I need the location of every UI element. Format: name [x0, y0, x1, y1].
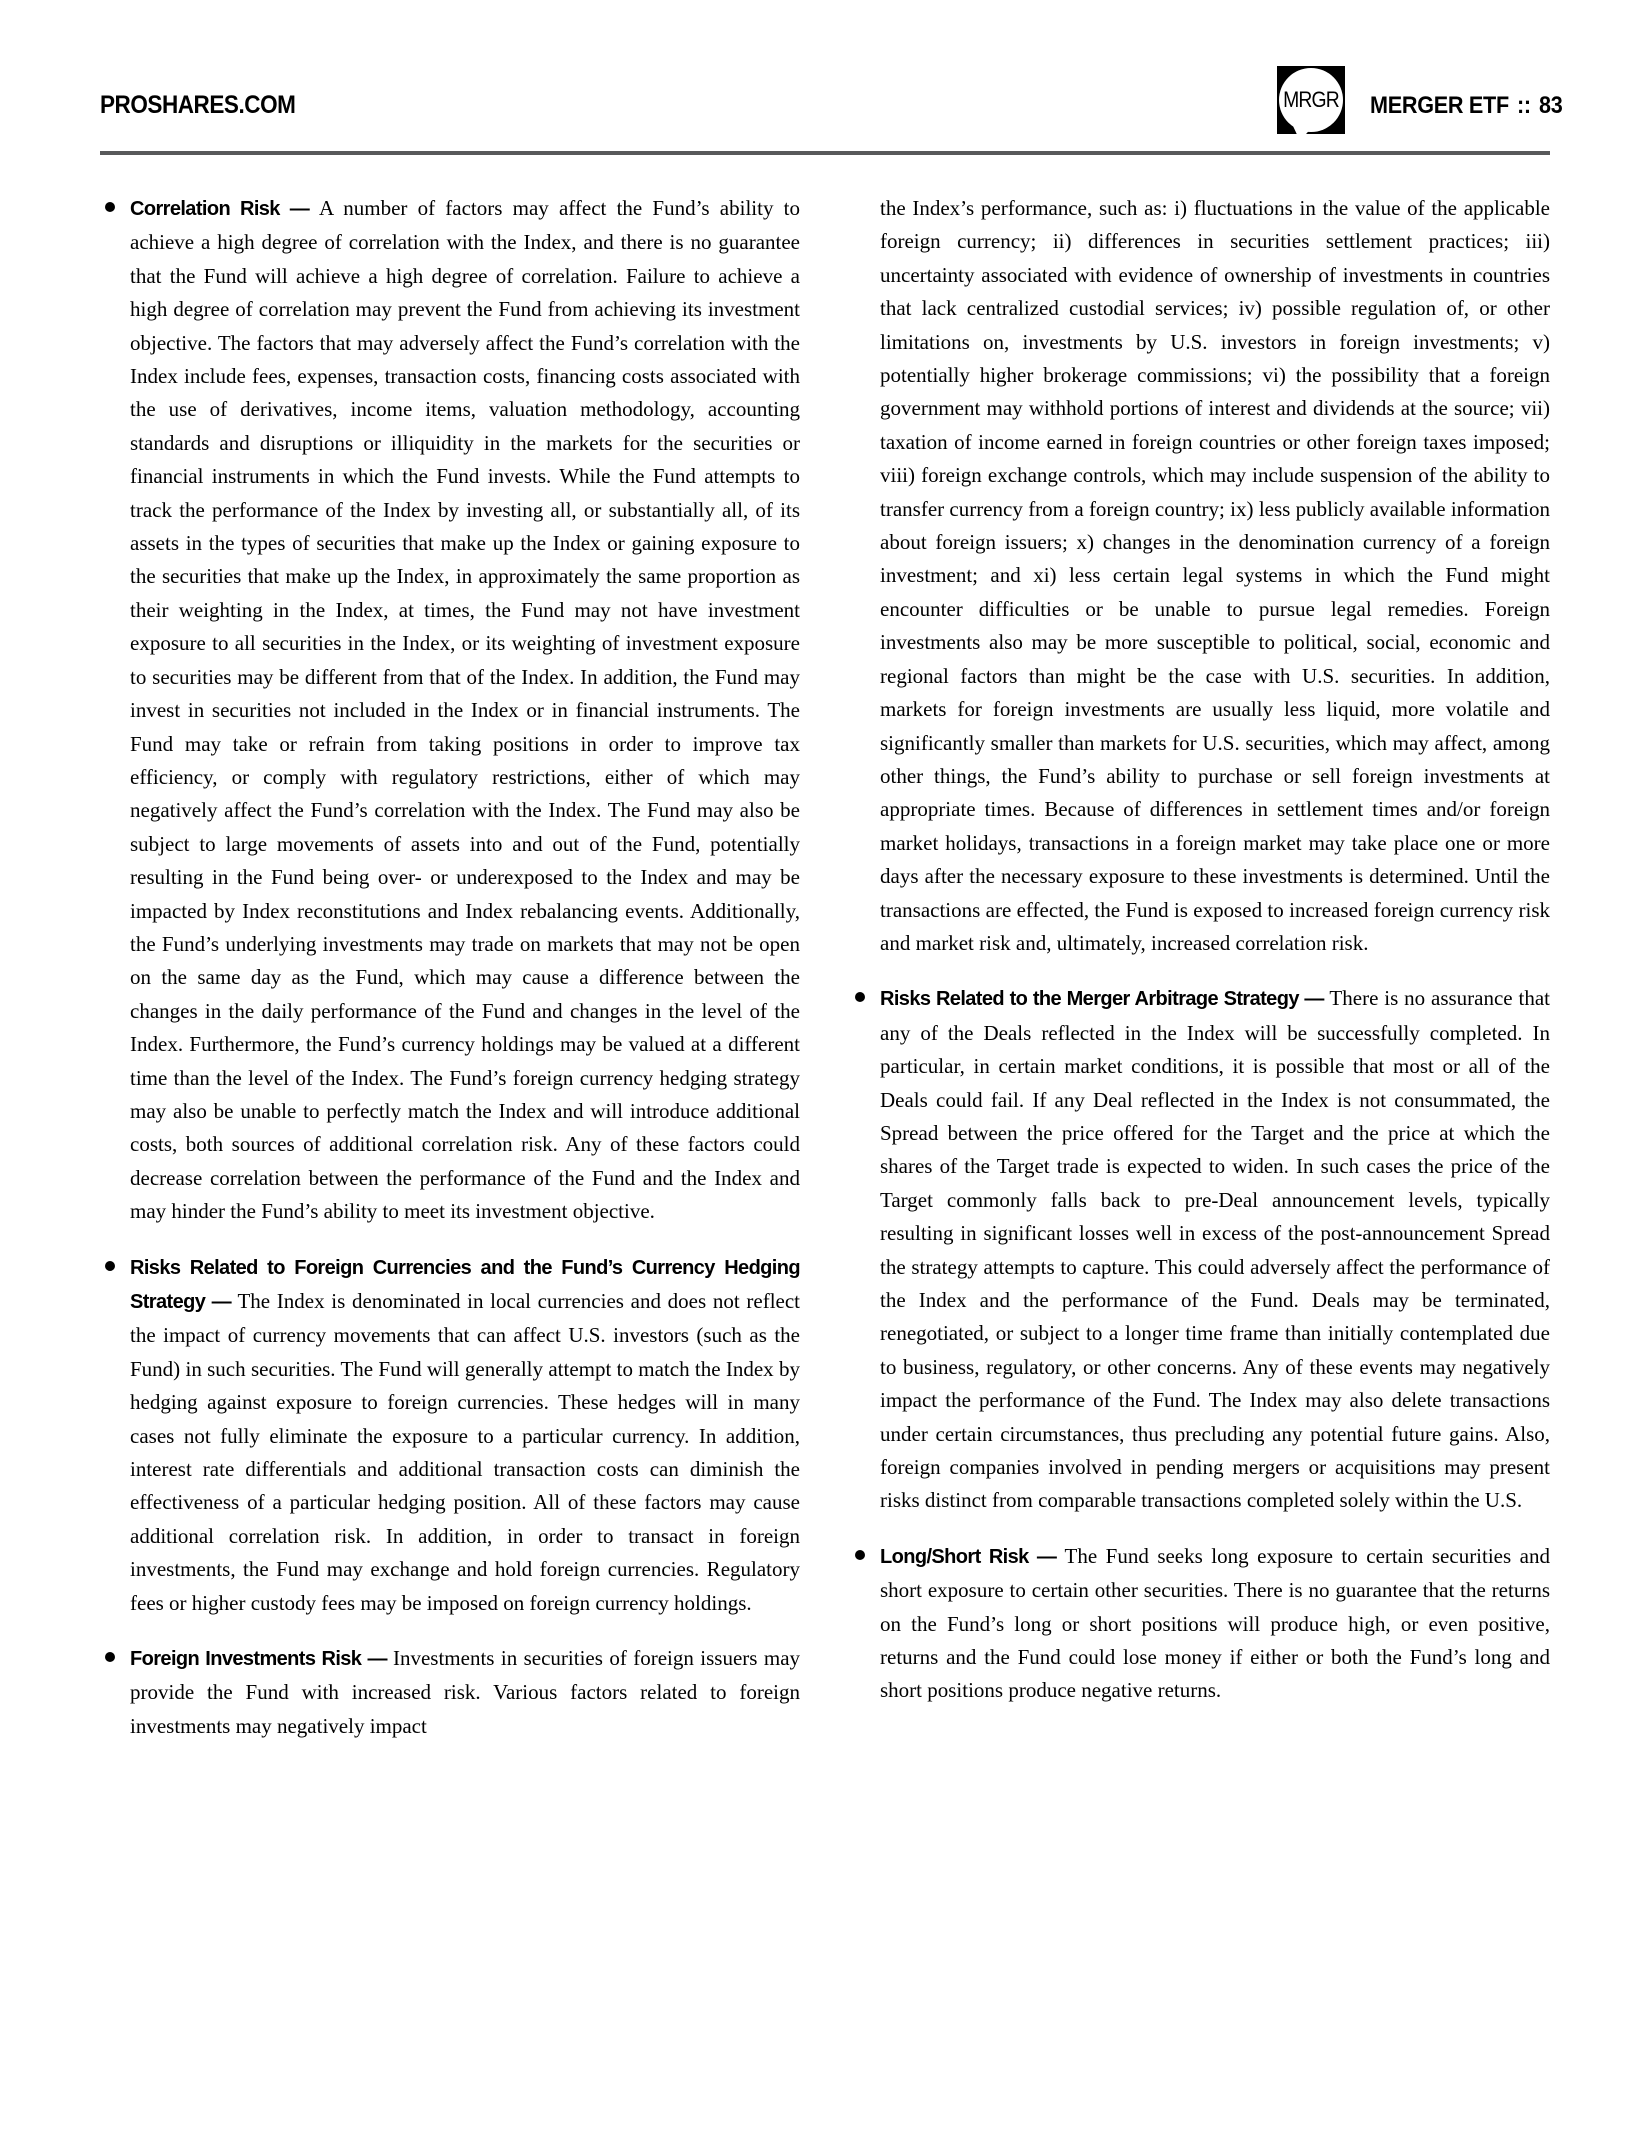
- bullet-icon: [105, 192, 130, 1229]
- left-column: [105, 192, 800, 1765]
- bullet-icon: [855, 1540, 880, 1708]
- risk-body: There is no assurance that any of the Deals reflected in the Index will be successfully completed. In particular, in certain market conditions, it is possible that most or all of the Deals could fail. If any Deal reflected in the Index is not consummated, the Spread between the price offered for the Target and the price at which the shares of the Target trade is expected to widen. In such cases the price of the Target commonly falls back to pre-Deal announcement levels, typically resulting in significant losses well in excess of the post-announcement Spread the strategy attempts to capture. This could adversely affect the performance of the Index and the performance of the Fund. Deals may be terminated, renegotiated, or subject to a longer time frame than initially contemplated due to business, regulatory, or other concerns. Any of these events may negatively impact the performance of the Fund. The Index may also delete transactions under certain circumstances, thus precluding any potential future gains. Also, foreign companies involved in pending mergers or acquisitions may present risks distinct from comparable transactions completed solely within the U.S.: [880, 986, 1550, 1513]
- risk-item-foreign-investments: [105, 1642, 800, 1743]
- risk-body: The Index is denominated in local currencies and does not reflect the impact of currency movements that can affect U.S. investors (such as the Fund) in such securities. The Fund will generally attempt to match the Index by hedging against exposure to foreign currencies. These hedges will in many cases not fully eliminate the exposure to a particular currency. In addition, interest rate differentials and additional transaction costs can diminish the effectiveness of a particular hedging position. All of these factors may cause additional correlation risk. In addition, in order to transact in foreign investments, the Fund may exchange and hold foreign currencies. Regulatory fees or higher custody fees may be imposed on foreign currency holdings.: [130, 1289, 801, 1615]
- page-separator: ::: [1517, 92, 1531, 119]
- bullet-icon: [105, 1642, 130, 1743]
- risk-paragraph: [880, 1540, 1550, 1708]
- risk-item-correlation: [105, 192, 800, 1229]
- mrgr-logo: [1277, 66, 1345, 134]
- header-fund-title: [1370, 94, 1562, 118]
- risk-item-merger-arbitrage: [855, 982, 1550, 1518]
- risk-item-foreign-currencies-hedging: [105, 1251, 800, 1620]
- fund-name: MERGER ETF: [1370, 92, 1509, 119]
- risk-body: The Fund seeks long exposure to certain securities and short exposure to certain other securities. There is no guarantee that the returns on the Fund’s long or short positions will produce high, or even positive, returns and the Fund could lose money if either or both the Fund’s long and short positions produce negative returns.: [880, 1543, 1550, 1703]
- risk-heading: Correlation Risk —: [130, 198, 320, 220]
- risk-paragraph: [880, 982, 1550, 1518]
- bullet-dot: [855, 992, 865, 1002]
- risk-heading: Foreign Investments Risk —: [130, 1648, 393, 1671]
- bullet-dot: [855, 1550, 865, 1560]
- risk-body: A number of factors may affect the Fund’s ability to achieve a high degree of correlation with the Index, and there is no guarantee that the Fund will achieve a high degree of correlation. Failure to achieve a high degree of correlation may prevent the Fund from achieving its investment objective. The factors that may adversely affect the Fund’s correlation with the Index include fees, expenses, transaction costs, financing costs associated with the use of derivatives, income items, valuation methodology, accounting standards and disruptions or illiquidity in the markets for the securities or financial instruments in which the Fund invests. While the Fund attempts to track the performance of the Index by investing all, or substantially all, of its assets in the types of securities that make up the Index or gaining exposure to the securities that make up the Index, in approximately the same proportion as their weighting in the Index, at times, the Fund may not have investment exposure to all securities in the Index, or its weighting of investment exposure to securities may be different from that of the Index. In addition, the Fund may invest in securities not included in the Index or in financial instruments. The Fund may take or refrain from taking positions in order to improve tax efficiency, or comply with regulatory restrictions, either of which may negatively affect the Fund’s correlation with the Index. The Fund may also be subject to large movements of assets into and out of the Fund, potentially resulting in the Fund being over- or underexposed to the Index and may be impacted by Index reconstitutions and Index rebalancing events. Additionally, the Fund’s underlying investments may trade on markets that may not be open on the same day as the Fund, which may cause a difference between the changes in the daily performance of the Fund and changes in the level of the Index. Furthermore, the Fund’s currency holdings may be valued at a different time than the level of the Index. The Fund’s foreign currency hedging strategy may also be unable to perfectly match the Index and will introduce additional costs, both sources of additional correlation risk. Any of these factors could decrease correlation between the performance of the Fund and the Index and may hinder the Fund’s ability to meet its investment objective.: [130, 196, 800, 1224]
- foreign-investments-continuation-paragraph: the Index’s performance, such as: i) fluctuations in the value of the applicable foreign currency; ii) differences in securities settlement practices; iii) uncertainty associated with evidence of ownership of investments in countries that lack centralized custodial services; iv) possible regulation of, or other limitations on, investments by U.S. investors in foreign investments; v) potentially higher brokerage commissions; vi) the possibility that a foreign government may withhold portions of interest and dividends at the source; vii) taxation of income earned in foreign countries or other foreign taxes imposed; viii) foreign exchange controls, which may include suspension of the ability to transfer currency from a foreign country; ix) less publicly available information about foreign issuers; x) changes in the denomination currency of a foreign investment; and xi) less certain legal systems in which the Fund might encounter difficulties or be unable to pursue legal remedies. Foreign investments also may be more susceptible to political, social, economic and regional factors than might be the case with U.S. securities. In addition, markets for foreign investments are usually less liquid, more volatile and significantly smaller than markets for U.S. securities, which may affect, among other things, the Fund’s ability to purchase or sell foreign investments at appropriate times. Because of differences in settlement times and/or foreign market holidays, transactions in a foreign market may take place one or more days after the necessary exposure to these investments is determined. Until the transactions are effected, the Fund is exposed to increased foreign currency risk and market risk and, ultimately, increased correlation risk.: [880, 196, 1550, 955]
- risk-heading: Long/Short Risk —: [880, 1545, 1065, 1568]
- risk-paragraph: [130, 1642, 800, 1743]
- two-column-body: [105, 192, 1550, 1765]
- risk-paragraph: [130, 192, 800, 1229]
- risk-body: Investments in securities of foreign issuers may provide the Fund with increased risk. Various factors related to foreign investments may negatively impact: [130, 1646, 801, 1738]
- bullet-icon: [855, 982, 880, 1518]
- bullet-dot: [105, 1261, 115, 1271]
- bullet-icon: [105, 1251, 130, 1620]
- risk-heading: Risks Related to Foreign Currencies and the Fund’s Currency Hedging Strategy —: [130, 1256, 800, 1313]
- risk-heading: Risks Related to the Merger Arbitrage Strategy —: [880, 988, 1330, 1011]
- bullet-dot: [105, 1652, 115, 1662]
- site-url: PROSHARES.COM: [100, 91, 296, 119]
- bullet-dot: [105, 202, 115, 212]
- header-divider: [100, 151, 1550, 155]
- logo-ticker: MRGR: [1283, 87, 1339, 112]
- page-number: 83: [1538, 92, 1563, 119]
- risk-item-long-short: [855, 1540, 1550, 1708]
- risk-paragraph: [130, 1251, 800, 1620]
- right-column: [855, 192, 1550, 1730]
